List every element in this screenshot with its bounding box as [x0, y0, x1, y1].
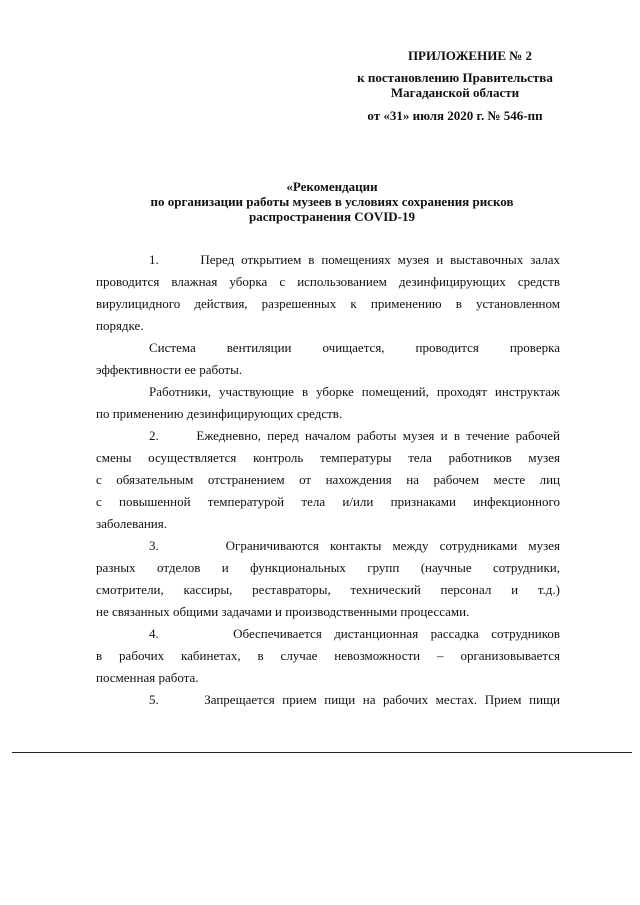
paragraph-5-line2: разных отделов и функциональных групп (научные сотрудники, [96, 560, 560, 575]
page-break-rule [12, 752, 632, 753]
paragraph-6 [96, 623, 560, 689]
doc-heading-line2: по организации работы музеев в условиях сохранения рисков [150, 194, 514, 209]
paragraph-5-line3: смотрители, кассиры, реставраторы, технический персонал и т.д.) [96, 582, 560, 597]
paragraph-3 [96, 381, 560, 425]
paragraph-4 [96, 425, 560, 535]
paragraph-4-line1: 2. Ежедневно, перед началом работы музея и в течение рабочей [149, 428, 560, 443]
paragraph-4-line5: заболевания. [96, 516, 167, 531]
paragraph-4-line2: смены осуществляется контроль температуры тела работников музея [96, 450, 560, 465]
paragraph-7 [96, 689, 560, 711]
paragraph-5-line1: 3. Ограничиваются контакты между сотрудниками музея [149, 538, 560, 553]
paragraph-4-line3: с обязательным отстранением от нахождения на рабочем месте лиц [96, 472, 560, 487]
paragraph-1-line4: порядке. [96, 318, 144, 333]
paragraph-6-line2: в рабочих кабинетах, в случае невозможности – организовывается [96, 648, 560, 663]
paragraph-3-line1: Работники, участвующие в уборке помещений, проходят инструктаж [149, 384, 560, 399]
paragraph-6-line1: 4. Обеспечивается дистанционная рассадка сотрудников [149, 626, 560, 641]
paragraph-1-line1: 1. Перед открытием в помещениях музея и выставочных залах [149, 252, 560, 267]
paragraph-1-line2: проводится влажная уборка с использованием дезинфицирующих средств [96, 274, 560, 289]
appendix-ref-line1: к постановлению Правительства [357, 70, 553, 85]
appendix-ref-line2: Магаданской области [390, 85, 520, 100]
paragraph-7-line1: 5. Запрещается прием пищи на рабочих местах. Прием пищи [149, 692, 560, 707]
paragraph-3-line2: по применению дезинфицирующих средств. [96, 406, 343, 421]
paragraph-5-line4: не связанных общими задачами и производственными процессами. [96, 604, 470, 619]
paragraph-2 [96, 337, 560, 381]
doc-heading-line1: «Рекомендации [286, 179, 378, 194]
appendix-date: от «31» июля 2020 г. № 546-пп [367, 108, 543, 123]
paragraph-2-line1: Система вентиляции очищается, проводится проверка [149, 340, 560, 355]
doc-heading-line3: распространения COVID-19 [249, 209, 415, 224]
appendix-title: ПРИЛОЖЕНИЕ № 2 [407, 48, 533, 63]
paragraph-1 [96, 249, 560, 337]
paragraph-6-line3: посменная работа. [96, 670, 199, 685]
paragraph-5 [96, 535, 560, 623]
paragraph-4-line4: с повышенной температурой тела и/или признаками инфекционного [96, 494, 560, 509]
paragraph-1-line3: вирулицидного действия, разрешенных к применению в установленном [96, 296, 560, 311]
paragraph-2-line2: эффективности ее работы. [96, 362, 243, 377]
